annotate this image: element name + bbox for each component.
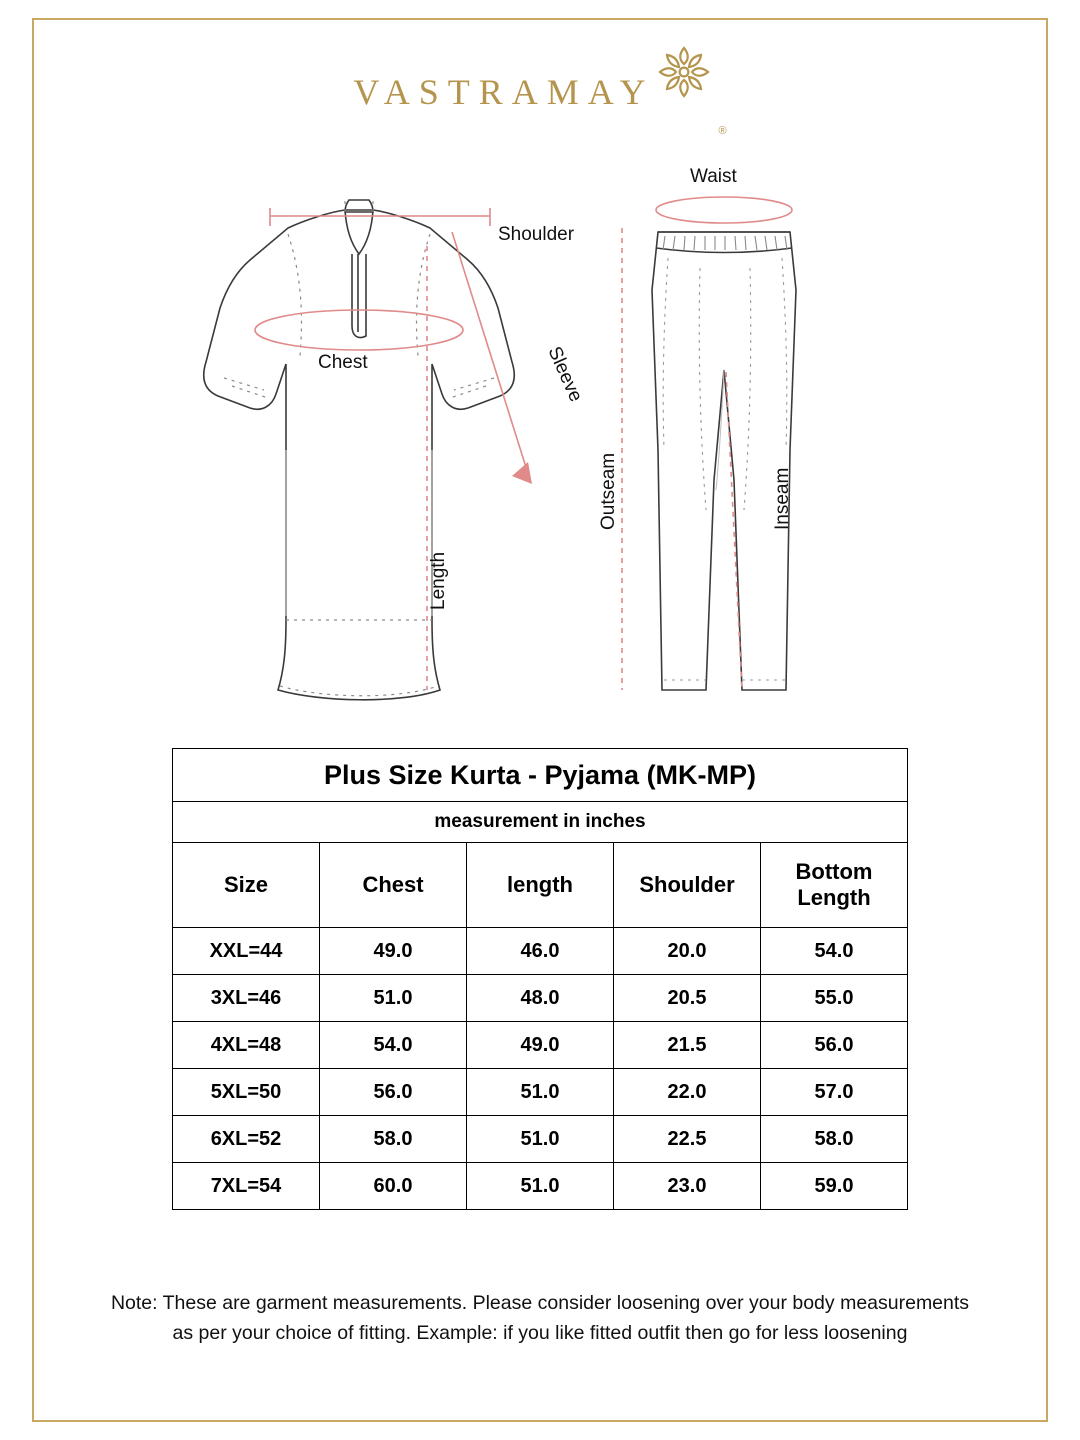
table-row xyxy=(173,975,908,1022)
registered-mark: ® xyxy=(718,125,727,137)
label-sleeve: Sleeve xyxy=(543,343,587,406)
table-row xyxy=(173,1163,908,1210)
table-row xyxy=(173,1069,908,1116)
cell-bottom-length: 57.0 xyxy=(761,1069,908,1116)
cell-length: 48.0 xyxy=(467,975,614,1022)
col-header-bottom-line2: Length xyxy=(797,885,871,910)
cell-chest: 51.0 xyxy=(320,975,467,1022)
cell-size: XXL=44 xyxy=(173,928,320,975)
cell-size: 3XL=46 xyxy=(173,975,320,1022)
cell-size: 4XL=48 xyxy=(173,1022,320,1069)
garment-diagram xyxy=(0,150,1080,730)
cell-bottom-length: 59.0 xyxy=(761,1163,908,1210)
cell-bottom-length: 58.0 xyxy=(761,1116,908,1163)
size-table xyxy=(172,748,908,1210)
size-table-wrap xyxy=(172,748,908,1210)
cell-length: 51.0 xyxy=(467,1163,614,1210)
note-line-1: Note: These are garment measurements. Please consider loosening over your body measurements xyxy=(110,1292,970,1314)
col-header-shoulder: Shoulder xyxy=(614,843,761,928)
label-waist: Waist xyxy=(690,166,737,187)
cell-length: 51.0 xyxy=(467,1116,614,1163)
cell-chest: 60.0 xyxy=(320,1163,467,1210)
table-row xyxy=(173,1022,908,1069)
col-header-chest: Chest xyxy=(320,843,467,928)
cell-bottom-length: 54.0 xyxy=(761,928,908,975)
table-row xyxy=(173,928,908,975)
cell-bottom-length: 56.0 xyxy=(761,1022,908,1069)
cell-length: 46.0 xyxy=(467,928,614,975)
cell-length: 51.0 xyxy=(467,1069,614,1116)
cell-chest: 54.0 xyxy=(320,1022,467,1069)
table-title: Plus Size Kurta - Pyjama (MK-MP) xyxy=(173,749,908,802)
kurta-illustration xyxy=(204,200,515,700)
measurement-note xyxy=(52,1288,1028,1348)
note-line-2: as per your choice of fitting. Example: if you like fitted outfit then go for less loosening xyxy=(172,1322,908,1345)
sleeve-measure xyxy=(452,232,532,484)
label-inseam: Inseam xyxy=(772,467,793,530)
cell-shoulder: 21.5 xyxy=(614,1022,761,1069)
table-subtitle: measurement in inches xyxy=(173,802,908,843)
col-header-size: Size xyxy=(173,843,320,928)
label-shoulder: Shoulder xyxy=(498,224,575,245)
cell-chest: 49.0 xyxy=(320,928,467,975)
cell-chest: 56.0 xyxy=(320,1069,467,1116)
cell-size: 7XL=54 xyxy=(173,1163,320,1210)
cell-bottom-length: 55.0 xyxy=(761,975,908,1022)
label-length: Length xyxy=(428,551,449,610)
floral-ornament-icon xyxy=(652,40,716,109)
cell-size: 6XL=52 xyxy=(173,1116,320,1163)
cell-shoulder: 23.0 xyxy=(614,1163,761,1210)
pyjama-illustration xyxy=(652,232,796,690)
cell-chest: 58.0 xyxy=(320,1116,467,1163)
table-row xyxy=(173,1116,908,1163)
cell-size: 5XL=50 xyxy=(173,1069,320,1116)
cell-shoulder: 22.5 xyxy=(614,1116,761,1163)
brand-name: VASTRAMAY xyxy=(353,71,655,112)
brand-header xyxy=(0,40,1080,143)
cell-shoulder: 20.0 xyxy=(614,928,761,975)
waist-measure xyxy=(656,197,792,223)
cell-shoulder: 22.0 xyxy=(614,1069,761,1116)
col-header-length: length xyxy=(467,843,614,928)
cell-shoulder: 20.5 xyxy=(614,975,761,1022)
cell-length: 49.0 xyxy=(467,1022,614,1069)
col-header-bottom-length xyxy=(761,843,908,928)
label-chest: Chest xyxy=(318,352,368,373)
label-outseam: Outseam xyxy=(598,452,619,530)
col-header-bottom-line1: Bottom xyxy=(795,859,873,885)
chest-measure xyxy=(255,310,463,350)
